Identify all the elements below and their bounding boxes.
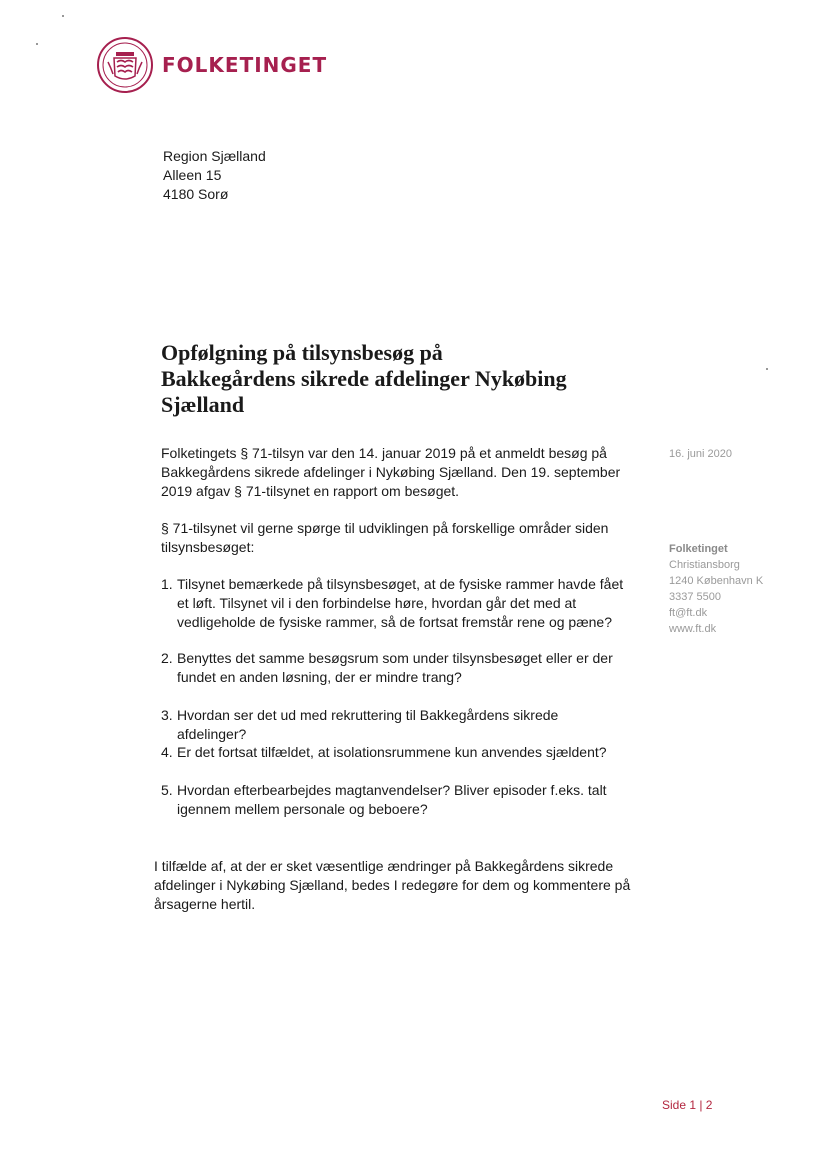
scan-speck bbox=[62, 15, 64, 17]
coat-of-arms-icon bbox=[96, 36, 154, 94]
org-name: FOLKETINGET bbox=[162, 53, 328, 77]
sender-city: 1240 København K bbox=[669, 575, 764, 587]
title-line: Opfølgning på tilsynsbesøg på bbox=[161, 340, 443, 365]
list-number: 1. bbox=[161, 576, 173, 592]
list-number: 5. bbox=[161, 782, 173, 798]
letter-date: 16. juni 2020 bbox=[669, 448, 732, 460]
intro-paragraph: Folketingets § 71-tilsyn var den 14. januar 2019 på et anmeldt besøg på Bakkegårdens sikrede afdelinger i Nykøbing Sjælland. Den 19. september 2019 afgav § 71-tilsynet en rapport om besøget. bbox=[161, 445, 621, 499]
title-line: Bakkegårdens sikrede afdelinger Nykøbing bbox=[161, 366, 567, 391]
list-number: 2. bbox=[161, 650, 173, 666]
list-item bbox=[161, 743, 631, 762]
sender-org: Folketinget bbox=[669, 543, 728, 555]
page-number: Side 1 | 2 bbox=[662, 1098, 713, 1112]
address-line: Region Sjælland bbox=[163, 148, 266, 164]
list-number: 3. bbox=[161, 707, 173, 723]
title-line: Sjælland bbox=[161, 392, 245, 417]
sender-web: www.ft.dk bbox=[669, 623, 717, 635]
closing-paragraph: I tilfælde af, at der er sket væsentlige ændringer på Bakkegårdens sikrede afdelinger i Nykøbing Sjælland, bedes I redegøre for dem og kommentere på årsagerne hertil. bbox=[154, 858, 631, 912]
question-intro-paragraph: § 71-tilsynet vil gerne spørge til udviklingen på forskellige områder siden tilsynsbesøget: bbox=[161, 520, 609, 555]
list-text: Tilsynet bemærkede på tilsynsbesøget, at de fysiske rammer havde fået et løft. Tilsynet vil i den forbindelse høre, hvordan går det med at vedligeholde de fysiske rammer, så de fortsat fremstår rene og pæne? bbox=[177, 576, 624, 630]
address-line: 4180 Sorø bbox=[163, 186, 229, 202]
sender-email: ft@ft.dk bbox=[669, 607, 708, 619]
folketinget-logo bbox=[96, 36, 327, 94]
list-text: Hvordan efterbearbejdes magtanvendelser? Bliver episoder f.eks. talt igennem mellem personale og beboere? bbox=[177, 782, 607, 817]
scan-speck bbox=[766, 368, 768, 370]
list-text: Hvordan ser det ud med rekruttering til Bakkegårdens sikrede afdelinger? bbox=[177, 707, 559, 742]
sender-phone: 3337 5500 bbox=[669, 591, 721, 603]
sender-street: Christiansborg bbox=[669, 559, 740, 571]
list-item bbox=[161, 649, 631, 687]
letter-title bbox=[161, 340, 641, 418]
list-item bbox=[161, 706, 631, 744]
recipient-address bbox=[163, 147, 266, 204]
list-item bbox=[161, 781, 631, 819]
address-line: Alleen 15 bbox=[163, 167, 222, 183]
list-item bbox=[161, 575, 631, 632]
list-text: Er det fortsat tilfældet, at isolationsrummene kun anvendes sjældent? bbox=[177, 744, 607, 760]
sender-contact bbox=[669, 541, 763, 637]
list-text: Benyttes det samme besøgsrum som under tilsynsbesøget eller er der fundet en anden løsning, der er mindre trang? bbox=[177, 650, 613, 685]
list-number: 4. bbox=[161, 744, 173, 760]
scan-speck bbox=[36, 43, 38, 45]
